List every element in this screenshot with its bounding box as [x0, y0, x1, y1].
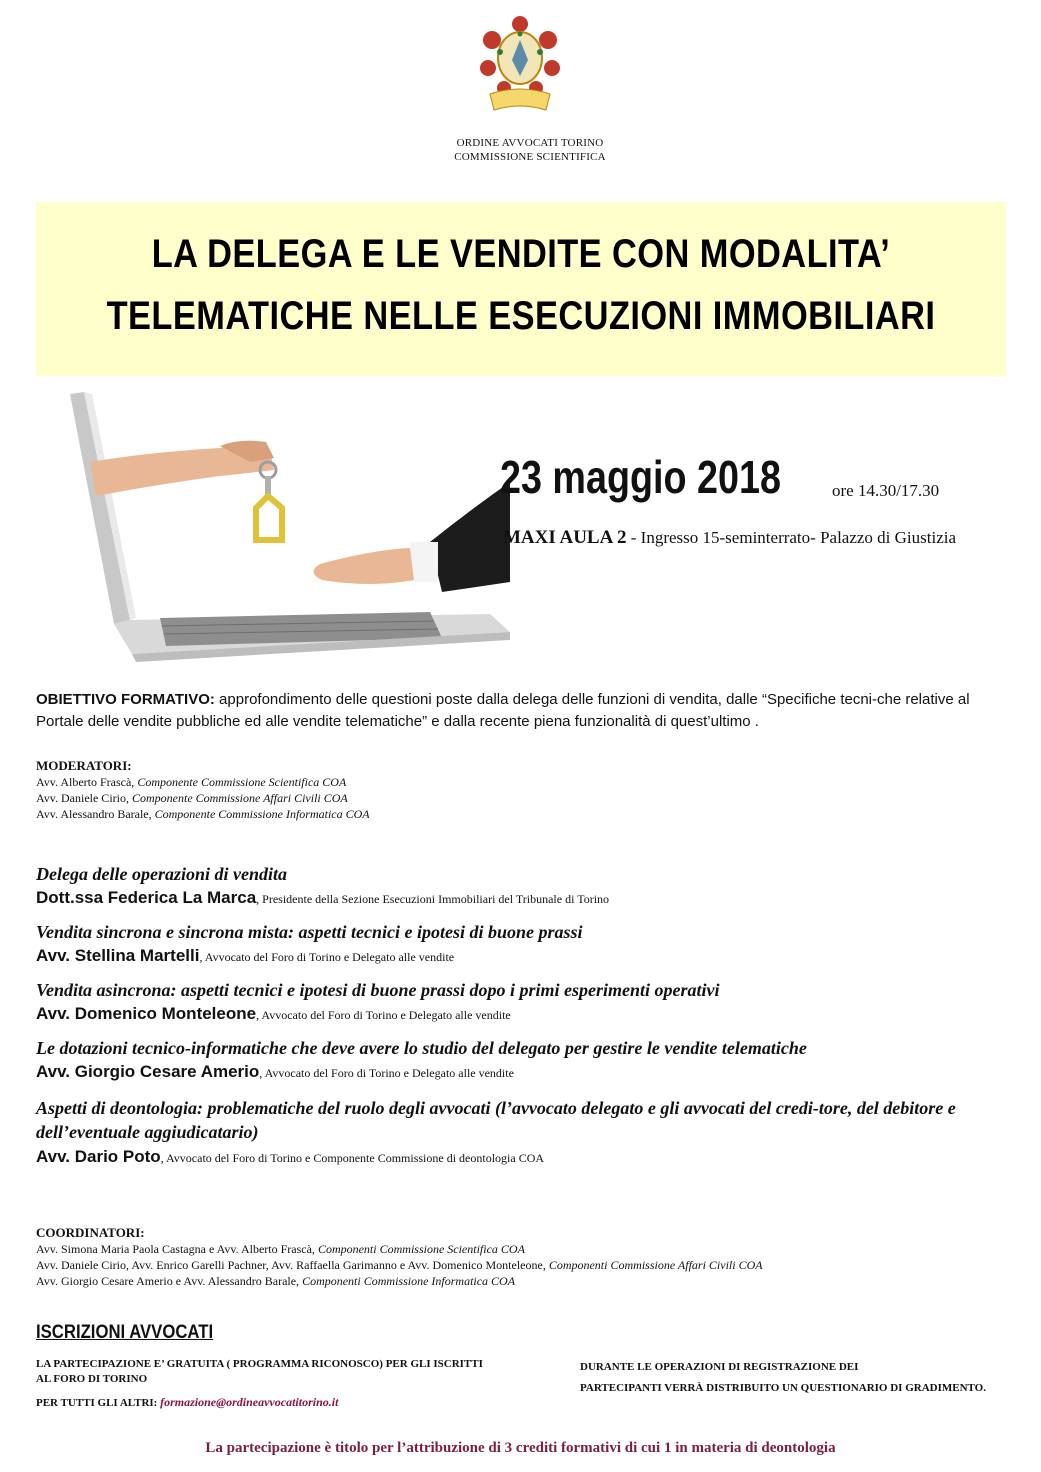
talk-speaker: Avv. Dario Poto, Avvocato del Foro di Torino e Componente Commissione di deontologia COA	[36, 1147, 545, 1166]
coordinator-row: Avv. Giorgio Cesare Amerio e Avv. Alessandro Barale, Componenti Commissione Informatica COA	[36, 1274, 516, 1288]
event-date: 23 maggio 2018	[500, 451, 781, 503]
title-line-1: LA DELEGA E LE VENDITE CON MODALITA’	[151, 232, 891, 276]
moderators-label: MODERATORI:	[36, 758, 132, 773]
title-banner	[36, 202, 1006, 376]
registration-info: LA PARTECIPAZIONE E’ GRATUITA ( PROGRAMMA RICONOSCO) PER GLI ISCRITTI AL FORO DI TORINO PER TUTTI GLI ALTRI: formazione@ordineavvocatitorino.it	[36, 1358, 483, 1409]
talk-title: Vendita asincrona: aspetti tecnici e ipotesi di buone prassi dopo i primi esperimenti operativi	[36, 980, 720, 1000]
training-objective	[36, 689, 1008, 733]
venue-room: MAXI AULA 2	[503, 527, 627, 548]
coordinators-label: COORDINATORI:	[36, 1225, 145, 1240]
organization-header	[420, 136, 640, 164]
talk-item	[36, 1096, 1016, 1167]
talk-title: Aspetti di deontologia: problematiche del ruolo degli avvocati (l’avvocato delegato e gli avvocati del credi-tore, del debitore e dell’eventuale aggiudicatario)	[36, 1098, 956, 1142]
coat-of-arms-icon	[470, 10, 570, 122]
credits-note: La partecipazione è titolo per l’attribuzione di 3 crediti formativi di cui 1 in materia di deontologia	[205, 1440, 836, 1456]
talk-item	[36, 1038, 1016, 1082]
title-line-2: TELEMATICHE NELLE ESECUZIONI IMMOBILIARI	[106, 294, 936, 338]
talk-title: Delega delle operazioni di vendita	[36, 864, 287, 884]
talk-title: Le dotazioni tecnico-informatiche che deve avere lo studio del delegato per gestire le vendite telematiche	[36, 1038, 807, 1058]
talk-item	[36, 922, 1016, 966]
event-venue	[503, 527, 956, 549]
talk-speaker: Avv. Stellina Martelli, Avvocato del Foro di Torino e Delegato alle vendite	[36, 946, 455, 965]
coordinator-row: Avv. Daniele Cirio, Avv. Enrico Garelli Pachner, Avv. Raffaella Garimanno e Avv. Domenico Monteleone, Componenti Commissione Affari Civili COA	[36, 1258, 763, 1272]
moderator-row: Avv. Daniele Cirio, Componente Commissione Affari Civili COA	[36, 791, 348, 805]
moderators-section	[36, 758, 736, 822]
objective-text: approfondimento delle questioni poste dalla delega delle funzioni di vendita, dalle “Specifiche tecni-che relative al Portale delle vendite pubbliche ed alle vendite telematiche” e dalla recente piena funzionalità di quest’ultimo .	[36, 691, 970, 730]
program-talks	[36, 864, 1016, 1181]
coordinators-section	[36, 1225, 1016, 1289]
questionnaire-note: DURANTE LE OPERAZIONI DI REGISTRAZIONE DEI PARTECIPANTI VERRÀ DISTRIBUITO UN QUESTIONARIO DI GRADIMENTO.	[580, 1361, 986, 1394]
talk-item	[36, 864, 1016, 908]
talk-item	[36, 980, 1016, 1024]
talk-speaker: Avv. Giorgio Cesare Amerio, Avvocato del Foro di Torino e Delegato alle vendite	[36, 1062, 514, 1081]
registration-heading: ISCRIZIONI AVVOCATI	[36, 1322, 214, 1343]
talk-title: Vendita sincrona e sincrona mista: aspetti tecnici e ipotesi di buone prassi	[36, 922, 583, 942]
talk-speaker: Avv. Domenico Monteleone, Avvocato del Foro di Torino e Delegato alle vendite	[36, 1004, 511, 1023]
coordinator-row: Avv. Simona Maria Paola Castagna e Avv. Alberto Frascà, Componenti Commissione Scientifica COA	[36, 1242, 525, 1256]
org-name: ORDINE AVVOCATI TORINO	[456, 137, 604, 149]
moderator-row: Avv. Alessandro Barale, Componente Commissione Informatica COA	[36, 807, 370, 821]
venue-details: - Ingresso 15-seminterrato- Palazzo di Giustizia	[626, 528, 957, 547]
registration-email-link[interactable]: formazione@ordineavvocatitorino.it	[160, 1395, 339, 1409]
event-time: ore 14.30/17.30	[832, 481, 940, 500]
objective-label: OBIETTIVO FORMATIVO:	[36, 691, 215, 708]
laptop-key-illustration	[70, 392, 510, 662]
org-commission: COMMISSIONE SCIENTIFICA	[454, 151, 606, 163]
moderator-row: Avv. Alberto Frascà, Componente Commissione Scientifica COA	[36, 775, 347, 789]
talk-speaker: Dott.ssa Federica La Marca, Presidente della Sezione Esecuzioni Immobiliari del Tribunale di Torino	[36, 888, 610, 907]
